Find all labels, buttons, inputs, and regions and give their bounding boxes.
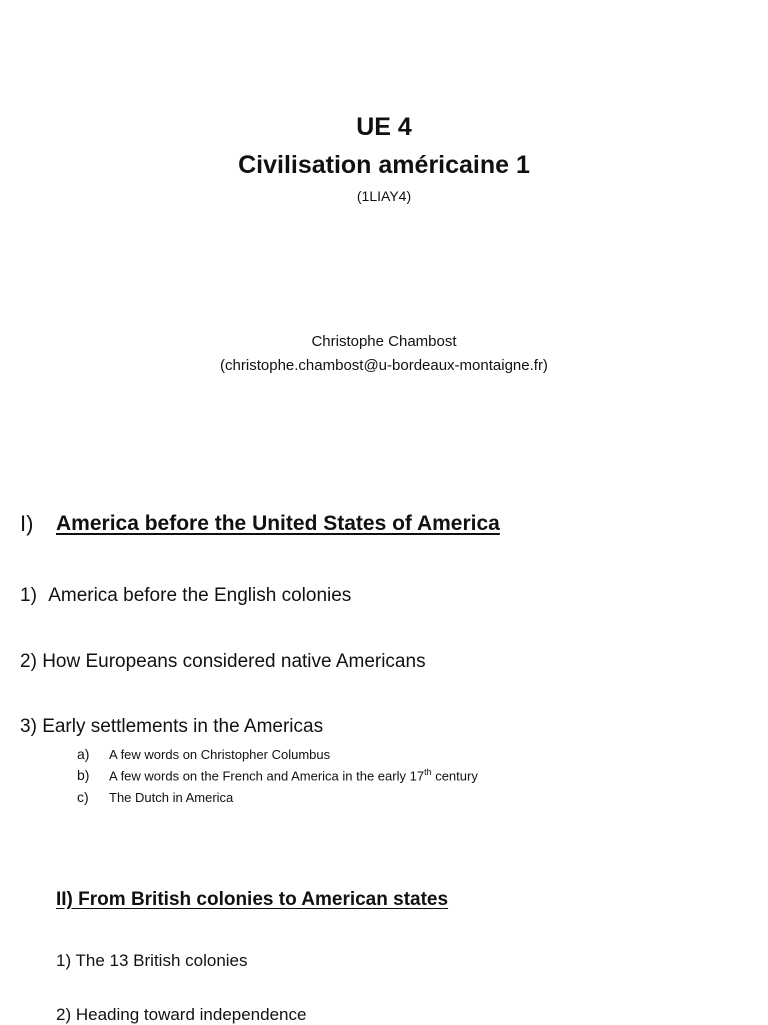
course-code: UE 4	[356, 113, 412, 141]
item-text: America before the English colonies	[48, 585, 352, 606]
item-marker: 2)	[20, 651, 37, 672]
course-title: Civilisation américaine 1	[238, 151, 530, 179]
subitem-text: The Dutch in America	[109, 790, 234, 805]
item-marker: 3)	[20, 716, 37, 737]
subitem-b	[77, 767, 478, 783]
subitem-text-tail: century	[431, 768, 478, 784]
subitem-a	[77, 746, 330, 762]
subitem-marker: c)	[77, 789, 89, 805]
part1-item-3	[20, 716, 323, 738]
subitem-c	[77, 789, 233, 805]
part1-item-2	[20, 651, 426, 673]
subitem-marker: a)	[77, 746, 90, 762]
part2-item-2: 2) Heading toward independence	[56, 1005, 307, 1024]
item-text: Early settlements in the Americas	[42, 716, 324, 737]
superscript: th	[424, 767, 432, 777]
part1-title: America before the United States of America	[56, 512, 500, 535]
part2-title: II) From British colonies to American states	[56, 889, 449, 910]
subitem-text: A few words on the French and America in the early 17	[109, 768, 425, 784]
item-marker: 1)	[20, 585, 37, 606]
author-email: (christophe.chambost@u-bordeaux-montaigne.fr)	[220, 357, 548, 374]
author-name: Christophe Chambost	[311, 333, 457, 350]
part1-numeral: I)	[20, 511, 34, 536]
subitem-marker: b)	[77, 767, 90, 784]
item-text: How Europeans considered native Americans	[42, 651, 426, 672]
course-ref: (1LIAY4)	[356, 188, 412, 204]
part1-item-1	[20, 585, 351, 607]
part2-item-1: 1) The 13 British colonies	[56, 951, 248, 970]
subitem-text: A few words on Christopher Columbus	[109, 747, 331, 762]
